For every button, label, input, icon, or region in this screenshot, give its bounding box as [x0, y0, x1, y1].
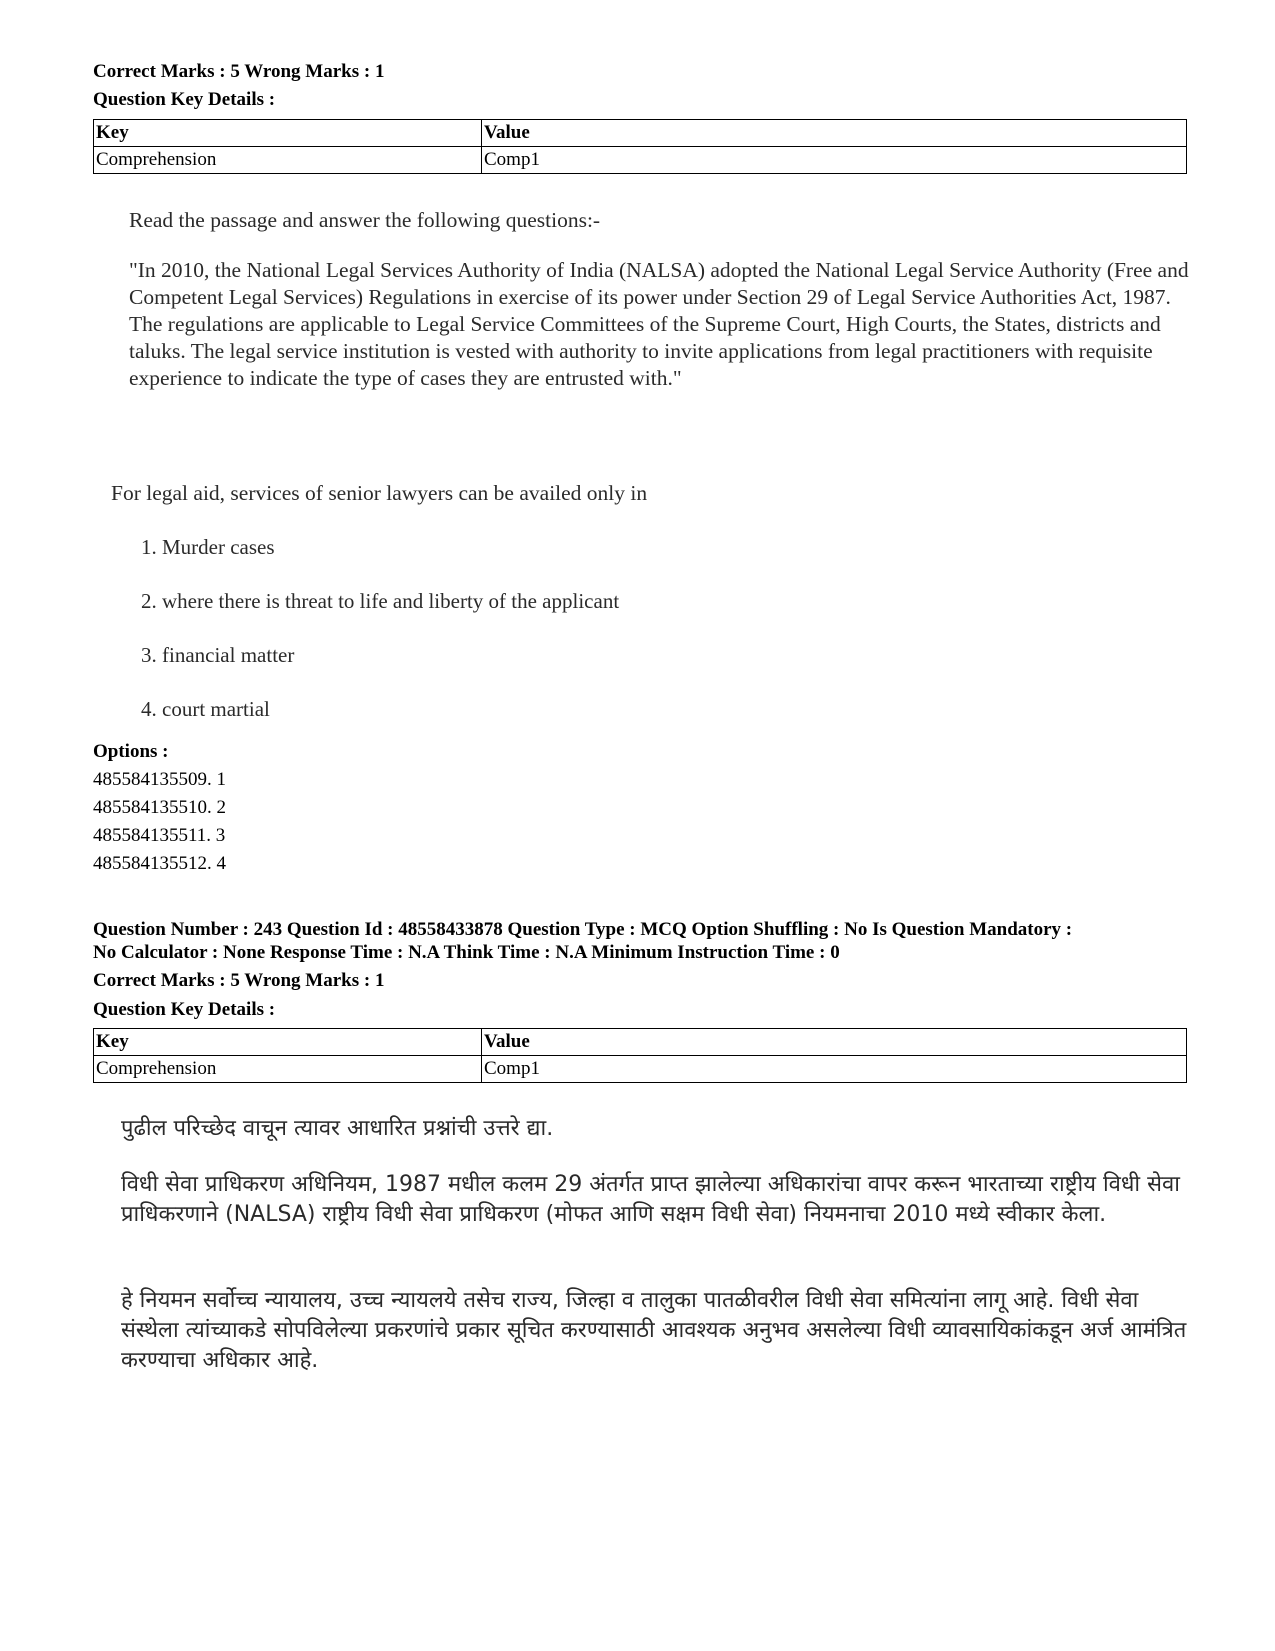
table-cell: Comp1	[482, 147, 1187, 174]
table-cell: Comprehension	[94, 1056, 482, 1083]
passage-paragraph: विधी सेवा प्राधिकरण अधिनियम, 1987 मधील कलम 29 अंतर्गत प्राप्त झालेल्या अधिकारांचा वापर करून भारताच्या राष्ट्रीय विधी सेवा प्राधिकरणाने (NALSA) राष्ट्रीय विधी सेवा प्राधिकरण (मोफत आणि सक्षम विधी सेवा) नियमनाचा 2010 मध्ये स्वीकार केला.	[121, 1172, 1180, 1227]
table-header-row	[94, 120, 1187, 147]
option-id: 485584135512. 4	[93, 853, 226, 874]
passage-instruction: Read the passage and answer the following questions:-	[129, 208, 601, 232]
table-header-key: Key	[94, 120, 482, 147]
option-id: 485584135509. 1	[93, 769, 226, 790]
choice-item: 4. court martial	[141, 697, 270, 721]
table-cell: Comprehension	[94, 147, 482, 174]
option-id: 485584135511. 3	[93, 825, 226, 846]
question-meta-line: No Calculator : None Response Time : N.A Think Time : N.A Minimum Instruction Time : 0	[93, 942, 840, 963]
question-key-table	[93, 1028, 1187, 1083]
question-meta-line: Question Number : 243 Question Id : 48558433878 Question Type : MCQ Option Shuffling : No Is Question Mandatory :	[93, 919, 1073, 940]
passage-instruction: पुढील परिच्छेद वाचून त्यावर आधारित प्रश्नांची उत्तरे द्या.	[121, 1116, 554, 1141]
table-header-key: Key	[94, 1029, 482, 1056]
choice-item: 1. Murder cases	[141, 535, 275, 559]
question-text: For legal aid, services of senior lawyers can be availed only in	[111, 481, 648, 505]
table-header-row	[94, 1029, 1187, 1056]
key-details-heading: Question Key Details :	[93, 89, 276, 110]
table-cell: Comp1	[482, 1056, 1187, 1083]
option-id: 485584135510. 2	[93, 797, 226, 818]
options-heading: Options :	[93, 741, 169, 762]
choice-item: 3. financial matter	[141, 643, 295, 667]
marks-line: Correct Marks : 5 Wrong Marks : 1	[93, 970, 385, 991]
question-key-table	[93, 119, 1187, 174]
table-header-value: Value	[482, 1029, 1187, 1056]
key-details-heading: Question Key Details :	[93, 999, 276, 1020]
marks-line: Correct Marks : 5 Wrong Marks : 1	[93, 61, 385, 82]
table-header-value: Value	[482, 120, 1187, 147]
table-row	[94, 147, 1187, 174]
passage-text: "In 2010, the National Legal Services Authority of India (NALSA) adopted the National Legal Service Authority (Free and Competent Legal Services) Regulations in exercise of its power under Section 29 of Legal Service Authorities Act, 1987. The regulations are applicable to Legal Service Committees of the Supreme Court, High Courts, the States, districts and taluks. The legal service institution is vested with authority to invite applications from legal practitioners with requisite experience to indicate the type of cases they are entrusted with."	[129, 258, 1189, 390]
passage-paragraph: हे नियमन सर्वोच्च न्यायालय, उच्च न्यायलये तसेच राज्य, जिल्हा व तालुका पातळीवरील विधी सेवा समित्यांना लागू आहे. विधी सेवा संस्थेला त्यांच्याकडे सोपविलेल्या प्रकरणांचे प्रकार सूचित करण्यासाठी आवश्यक अनुभव असलेल्या विधी व्यावसायिकांकडून अर्ज आमंत्रित करण्याचा अधिकार आहे.	[121, 1288, 1187, 1373]
choice-item: 2. where there is threat to life and liberty of the applicant	[141, 589, 620, 613]
table-row	[94, 1056, 1187, 1083]
